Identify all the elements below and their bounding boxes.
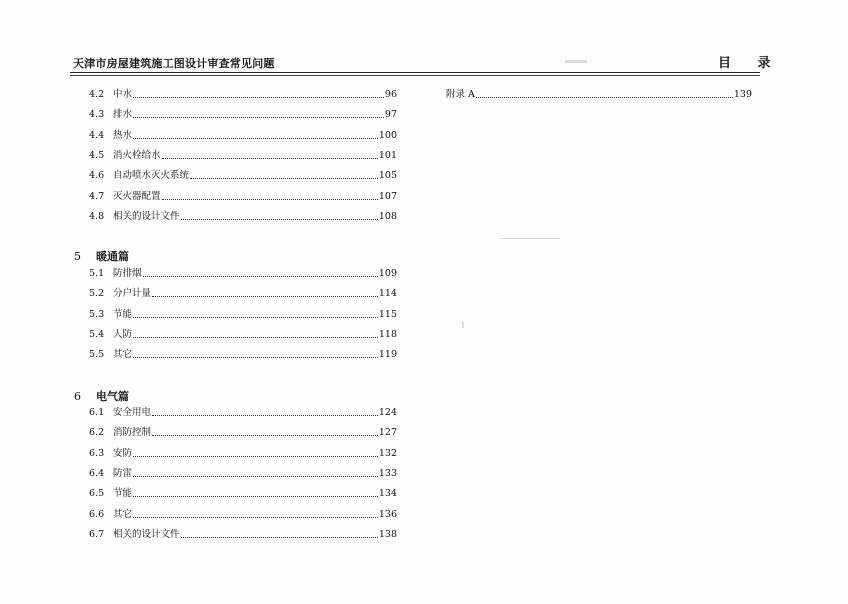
leader-dots bbox=[162, 148, 378, 159]
toc-entry-label: 人防 bbox=[113, 328, 133, 340]
toc-entry-page: 132 bbox=[378, 447, 397, 459]
leader-dots bbox=[133, 307, 378, 318]
toc-entry-number: 5.4 bbox=[89, 328, 105, 340]
leader-dots bbox=[133, 128, 378, 139]
toc-entry-label: 附录 A bbox=[446, 89, 475, 100]
toc-entry[interactable] bbox=[89, 446, 397, 462]
toc-entry-number: 5.3 bbox=[89, 308, 105, 320]
toc-entry-page: 136 bbox=[378, 508, 397, 520]
leader-dots bbox=[133, 466, 378, 477]
toc-entry-page: 109 bbox=[378, 268, 397, 279]
toc-entry-page: 139 bbox=[733, 89, 752, 100]
toc-entry-number: 5.1 bbox=[89, 268, 105, 279]
chapter-title: 暖通篇 bbox=[96, 250, 129, 263]
toc-entry-label: 分户计量 bbox=[113, 288, 152, 300]
toc-entry-page: 127 bbox=[378, 427, 397, 439]
toc-entry-label: 中水 bbox=[113, 89, 133, 100]
toc-entry-appendix[interactable] bbox=[446, 87, 752, 103]
leader-dots bbox=[143, 266, 378, 277]
toc-entry[interactable] bbox=[89, 266, 397, 282]
toc-entry-label: 安防 bbox=[113, 447, 133, 459]
chapter-number: 5 bbox=[74, 250, 81, 263]
toc-entry-label: 相关的设计文件 bbox=[113, 210, 180, 222]
toc-entry-label: 防排烟 bbox=[113, 268, 142, 279]
toc-entry-page: 119 bbox=[378, 349, 397, 361]
toc-entry-number: 4.7 bbox=[89, 190, 105, 202]
toc-entry[interactable] bbox=[89, 286, 397, 302]
toc-entry-page: 107 bbox=[378, 190, 397, 202]
leader-dots bbox=[133, 327, 378, 338]
toc-entry[interactable] bbox=[89, 347, 397, 363]
leader-dots bbox=[133, 87, 384, 98]
toc-entry-label: 消防控制 bbox=[113, 427, 152, 439]
scan-noise bbox=[500, 238, 560, 239]
leader-dots bbox=[190, 168, 378, 179]
toc-entry[interactable] bbox=[89, 486, 397, 502]
chapter-title: 电气篇 bbox=[96, 390, 129, 403]
toc-entry-number: 6.6 bbox=[89, 508, 105, 520]
toc-entry-number: 4.6 bbox=[89, 170, 105, 182]
leader-dots bbox=[133, 486, 378, 497]
toc-entry[interactable] bbox=[89, 527, 397, 543]
toc-entry-page: 115 bbox=[378, 308, 397, 320]
leader-dots bbox=[152, 405, 378, 416]
toc-entry-page: 134 bbox=[378, 488, 397, 500]
toc-entry-page: 100 bbox=[378, 129, 397, 141]
header-rule-thin bbox=[70, 75, 760, 76]
leader-dots bbox=[133, 446, 378, 457]
leader-dots bbox=[133, 507, 378, 518]
leader-dots bbox=[181, 209, 378, 220]
leader-dots bbox=[133, 107, 384, 118]
toc-entry-number: 6.2 bbox=[89, 427, 105, 439]
toc-entry-label: 热水 bbox=[113, 129, 133, 141]
scan-noise bbox=[462, 322, 464, 328]
toc-entry-label: 消火栓给水 bbox=[113, 149, 161, 161]
toc-entry-page: 118 bbox=[378, 328, 397, 340]
toc-entry[interactable] bbox=[89, 307, 397, 323]
toc-entry[interactable] bbox=[89, 107, 397, 123]
toc-entry[interactable] bbox=[89, 507, 397, 523]
toc-entry[interactable] bbox=[89, 128, 397, 144]
toc-entry-number: 5.5 bbox=[89, 349, 105, 361]
toc-entry[interactable] bbox=[89, 425, 397, 441]
toc-entry-label: 相关的设计文件 bbox=[113, 528, 180, 540]
toc-entry[interactable] bbox=[89, 168, 397, 184]
chapter-heading bbox=[74, 248, 129, 264]
toc-entry[interactable] bbox=[89, 466, 397, 482]
leader-dots bbox=[152, 425, 378, 436]
toc-entry-number: 6.5 bbox=[89, 488, 105, 500]
toc-entry-page: 105 bbox=[378, 170, 397, 182]
toc-entry[interactable] bbox=[89, 148, 397, 164]
toc-entry-page: 96 bbox=[384, 89, 397, 100]
toc-entry-page: 97 bbox=[384, 109, 397, 121]
toc-entry-label: 排水 bbox=[113, 109, 133, 121]
leader-dots bbox=[152, 286, 378, 297]
toc-entry-number: 4.5 bbox=[89, 149, 105, 161]
leader-dots bbox=[133, 347, 378, 358]
toc-entry[interactable] bbox=[89, 405, 397, 421]
toc-entry-number: 6.1 bbox=[89, 407, 105, 418]
toc-entry-number: 4.4 bbox=[89, 129, 105, 141]
toc-entry-label: 防雷 bbox=[113, 467, 133, 479]
toc-entry-page: 133 bbox=[378, 467, 397, 479]
toc-entry-number: 4.8 bbox=[89, 210, 105, 222]
section-title: 目 录 bbox=[718, 56, 782, 71]
scan-noise bbox=[565, 60, 587, 63]
header-rule bbox=[70, 72, 760, 73]
toc-entry-label: 灭火器配置 bbox=[113, 190, 161, 202]
toc-entry-number: 6.3 bbox=[89, 447, 105, 459]
toc-entry-number: 6.7 bbox=[89, 528, 105, 540]
book-title: 天津市房屋建筑施工图设计审查常见问题 bbox=[73, 57, 275, 70]
leader-dots bbox=[181, 527, 378, 538]
toc-entry-page: 114 bbox=[378, 288, 397, 300]
toc-entry[interactable] bbox=[89, 209, 397, 225]
toc-entry-label: 自动喷水灭火系统 bbox=[113, 170, 190, 182]
toc-entry-label: 其它 bbox=[113, 508, 133, 520]
leader-dots bbox=[476, 87, 733, 98]
toc-entry-label: 节能 bbox=[113, 308, 133, 320]
toc-entry-page: 124 bbox=[378, 407, 397, 418]
toc-entry-number: 5.2 bbox=[89, 288, 105, 300]
toc-entry-number: 6.4 bbox=[89, 467, 105, 479]
toc-entry-page: 101 bbox=[378, 149, 397, 161]
toc-entry-label: 节能 bbox=[113, 488, 133, 500]
leader-dots bbox=[162, 189, 378, 200]
toc-entry[interactable] bbox=[89, 189, 397, 205]
toc-entry-number: 4.3 bbox=[89, 109, 105, 121]
chapter-number: 6 bbox=[74, 390, 81, 403]
chapter-heading bbox=[74, 388, 129, 404]
toc-entry-number: 4.2 bbox=[89, 89, 105, 100]
toc-entry-page: 108 bbox=[378, 210, 397, 222]
toc-entry-label: 其它 bbox=[113, 349, 133, 361]
toc-entry-label: 安全用电 bbox=[113, 407, 152, 418]
toc-entry[interactable] bbox=[89, 87, 397, 103]
toc-entry-page: 138 bbox=[378, 528, 397, 540]
toc-entry[interactable] bbox=[89, 327, 397, 343]
